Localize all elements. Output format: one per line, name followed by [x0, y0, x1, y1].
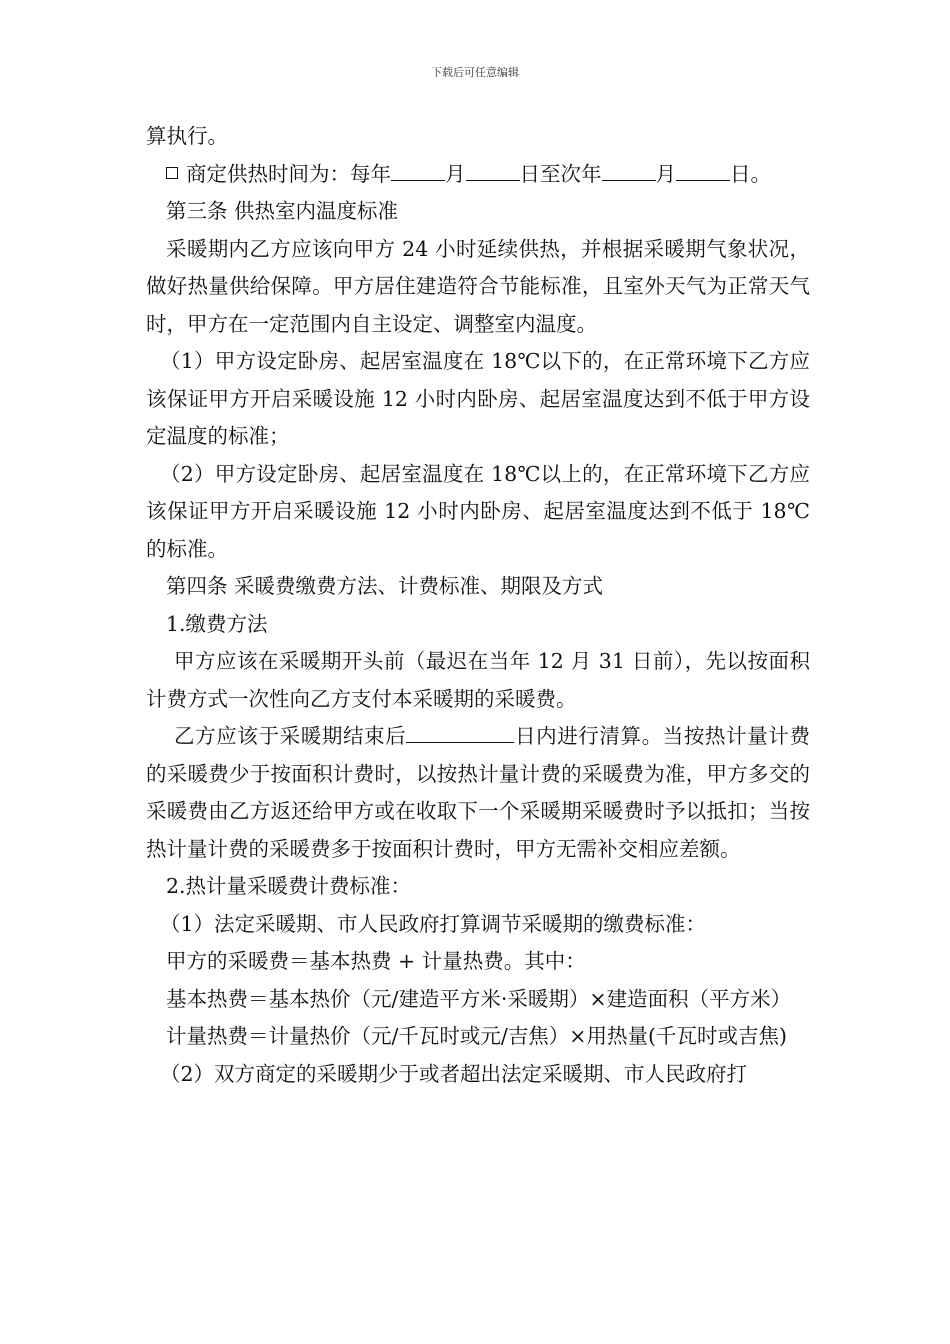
paragraph: 计量热费＝计量热价（元/千瓦时或元/吉焦）×用热量(千瓦时或吉焦)	[166, 1024, 787, 1048]
paragraph: （2）甲方设定卧房、起居室温度在 18℃以上的，在正常环境下乙方应该保证甲方开启采暖设施 12 小时内卧房、起居室温度达到不低于 18℃的标准。	[146, 461, 810, 561]
paragraph: 采暖期内乙方应该向甲方 24 小时延续供热，并根据采暖期气象状况，做好热量供给保障。甲方居住建造符合节能标准，且室外天气为正常天气时，甲方在一定范围内自主设定、调整室内温度。	[146, 236, 810, 336]
text-segment: 乙方应该于采暖期结束后	[174, 724, 407, 748]
document-body	[146, 118, 810, 1093]
page-header: 下载后可任意编辑	[431, 66, 519, 79]
text-segment: 商定供热时间为：每年	[186, 161, 391, 186]
section-heading: 第四条 采暖费缴费方法、计费标准、期限及方式	[166, 574, 604, 598]
blank-field[interactable]	[466, 158, 520, 181]
text-segment: 日至次年	[519, 161, 602, 186]
text-line: 算执行。	[146, 124, 228, 148]
subheading: 2.热计量采暖费计费标准：	[166, 874, 412, 898]
paragraph: （2）双方商定的采暖期少于或者超出法定采暖期、市人民政府打	[160, 1061, 748, 1086]
text-segment: 日。	[730, 161, 771, 186]
blank-field[interactable]	[391, 158, 445, 181]
paragraph	[146, 718, 810, 868]
text-segment: 日内进行清算。当按热计量计费的采暖费少于按面积计费时，以按热计量计费的采暖费为准，甲方多交的采暖费由乙方返还给甲方或在收取下一个采暖期采暖费时予以抵扣；当按热计量计费的采暖费多于按面积计费时，甲方无需补交相应差额。	[146, 724, 811, 861]
checkbox-icon[interactable]	[166, 167, 178, 179]
blank-field[interactable]	[602, 158, 656, 181]
heating-period-line	[146, 156, 810, 194]
paragraph: （1）法定采暖期、市人民政府打算调节采暖期的缴费标准：	[160, 911, 707, 936]
paragraph: 基本热费＝基本热价（元/建造平方米·采暖期）×建造面积（平方米）	[166, 986, 792, 1011]
paragraph: 甲方的采暖费＝基本热费 + 计量热费。其中：	[166, 949, 586, 973]
blank-field[interactable]	[676, 158, 730, 181]
paragraph: 甲方应该在采暖期开头前（最迟在当年 12 月 31 日前），先以按面积计费方式一次性向乙方支付本采暖期的采暖费。	[146, 649, 810, 711]
section-heading: 第三条 供热室内温度标准	[166, 199, 399, 223]
text-segment: 月	[445, 161, 466, 186]
text-segment: 月	[655, 161, 676, 186]
blank-field[interactable]	[406, 720, 514, 743]
paragraph: （1）甲方设定卧房、起居室温度在 18℃以下的，在正常环境下乙方应该保证甲方开启采暖设施 12 小时内卧房、起居室温度达到不低于甲方设定温度的标准；	[146, 349, 810, 448]
subheading: 1.缴费方法	[166, 611, 268, 636]
